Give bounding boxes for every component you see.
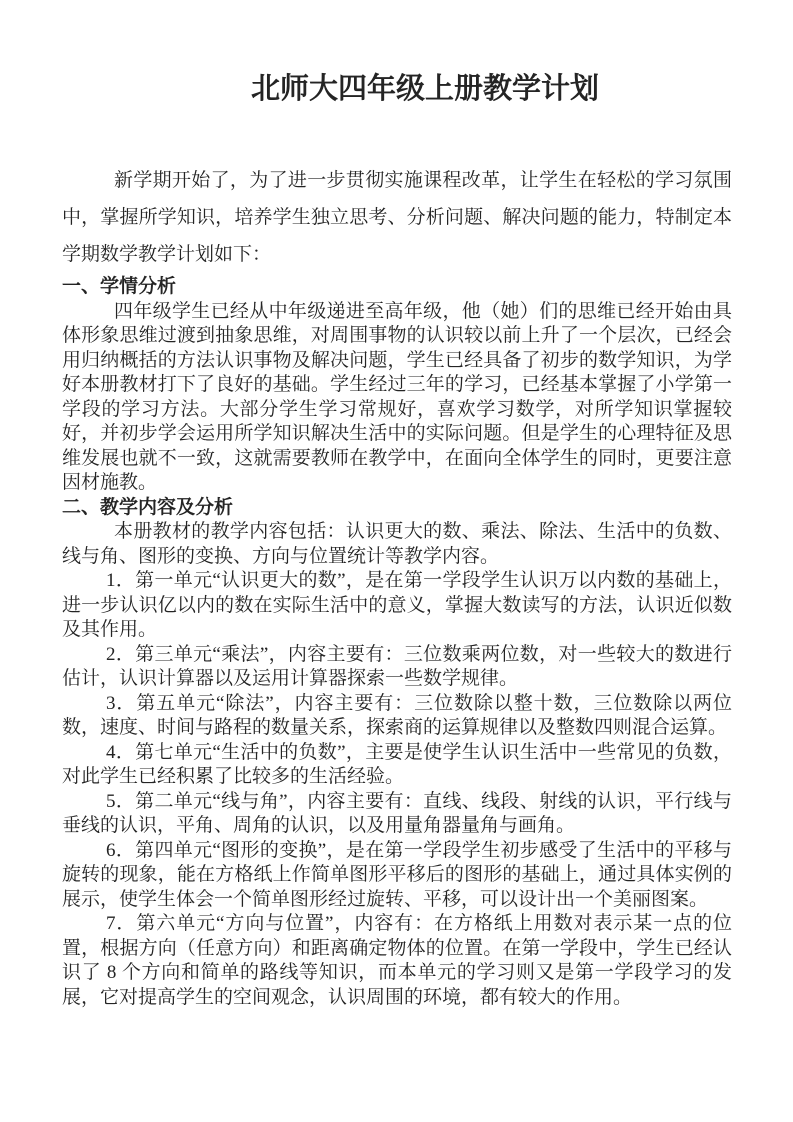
unit-item-3: 3．第五单元“除法”，内容主要有：三位数除以整十数，三位数除以两位数，速度、时间与路程的数量关系，探索商的运算规律以及整数四则混合运算。 bbox=[62, 692, 732, 738]
unit-item-5: 5．第二单元“线与角”，内容主要有：直线、线段、射线的认识，平行线与垂线的认识，平角、周角的认识，以及用量角器量角与画角。 bbox=[62, 790, 732, 836]
section-2-heading: 二、教学内容及分析 bbox=[62, 496, 234, 518]
intro-paragraph: 新学期开始了，为了进一步贯彻实施课程改革，让学生在轻松的学习氛围中，掌握所学知识，培养学生独立思考、分析问题、解决问题的能力，特制定本学期数学教学计划如下： bbox=[62, 170, 732, 265]
unit-item-6: 6．第四单元“图形的变换”，是在第一学段学生初步感受了生活中的平移与旋转的现象，能在方格纸上作简单图形平移后的图形的基础上，通过具体实例的展示，使学生体会一个简单图形经过旋转、平移，可以设计出一个美丽图案。 bbox=[62, 839, 732, 910]
document-body bbox=[62, 275, 732, 1010]
unit-item-7: 7．第六单元“方向与位置”，内容有：在方格纸上用数对表示某一点的位置，根据方向（任意方向）和距离确定物体的位置。在第一学段中，学生已经认识了 8 个方向和简单的路线等知识，而本单元的学习则又是第一学段学习的发展，它对提高学生的空间观念，认识周围的环境，都有较大的作用。 bbox=[62, 913, 732, 1008]
section-1-paragraph: 四年级学生已经从中年级递进至高年级，他（她）们的思维已经开始由具体形象思维过渡到抽象思维，对周围事物的认识较以前上升了一个层次，已经会用归纳概括的方法认识事物及解决问题，学生已经具备了初步的数学知识，为学好本册教材打下了良好的基础。学生经过三年的学习，已经基本掌握了小学第一学段的学习方法。大部分学生学习常规好，喜欢学习数学，对所学知识掌握较好，并初步学会运用所学知识解决生活中的实际问题。但是学生的心理特征及思维发展也就不一致，这就需要教师在教学中，在面向全体学生的同时，更要注意因材施教。 bbox=[62, 300, 732, 493]
unit-item-2: 2．第三单元“乘法”，内容主要有：三位数乘两位数，对一些较大的数进行估计，认识计算器以及运用计算器探索一些数学规律。 bbox=[62, 643, 732, 689]
page-title: 北师大四年级上册教学计划 bbox=[250, 73, 599, 105]
unit-item-4: 4．第七单元“生活中的负数”，主要是使学生认识生活中一些常见的负数，对此学生已经积累了比较多的生活经验。 bbox=[62, 741, 732, 787]
section-1-heading: 一、学情分析 bbox=[62, 276, 177, 297]
section-2-lead-paragraph: 本册教材的教学内容包括：认识更大的数、乘法、除法、生活中的负数、线与角、图形的变换、方向与位置统计等教学内容。 bbox=[62, 521, 732, 567]
unit-item-1: 1．第一单元“认识更大的数”，是在第一学段学生认识万以内数的基础上，进一步认识亿以内的数在实际生活中的意义，掌握大数读写的方法，认识近似数及其作用。 bbox=[62, 570, 732, 640]
